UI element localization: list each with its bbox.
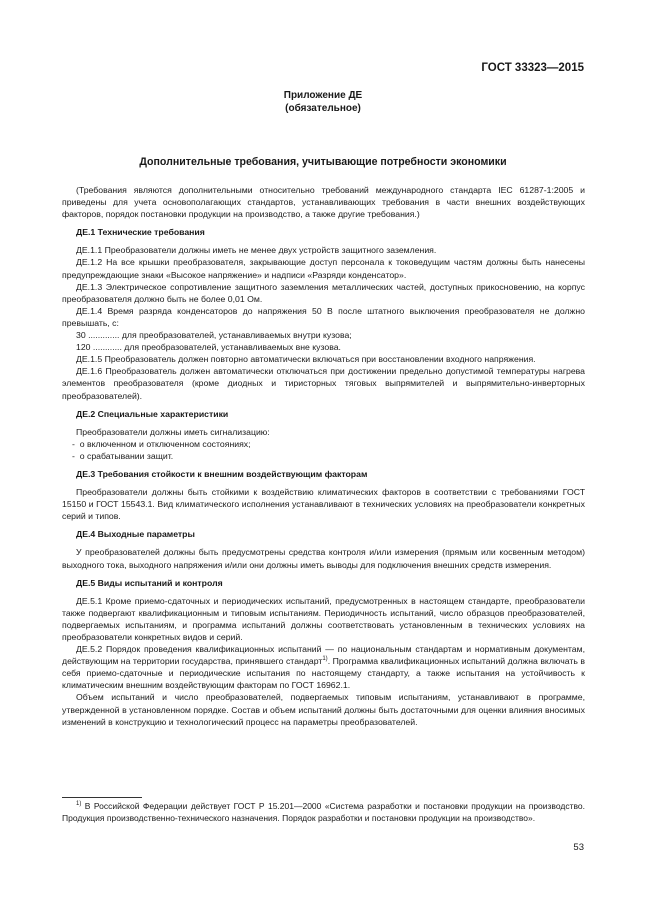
footnote-mark: 1) xyxy=(76,801,82,808)
paragraph-de4: У преобразователей должны быть предусмотрены средства контроля и/или измерения (прямым или косвенным методом) выходного тока, выходного напряжения и/или они должны иметь выводы для подключения внешних средств измерения. xyxy=(62,547,585,570)
paragraph-text: . Программа квалификационных испытаний должна включать в себя приемо-сдаточные и периодические испытания по настоящему стандарту, а также испытания на устойчивость к климатическим внешним воздействующим факторам по ГОСТ 16962.1. xyxy=(62,656,585,691)
paragraph-de1-2: ДЕ.1.2 На все крышки преобразователя, закрывающие доступ персонала к токоведущим частям должны быть нанесены предупреждающие знаки «Высокое напряжение» и надписи «Разряди конденсатор». xyxy=(62,257,585,280)
footnote xyxy=(62,800,585,824)
appendix-heading xyxy=(0,90,646,115)
list-item-text: о включенном и отключенном состояниях; xyxy=(79,438,251,449)
appendix-status: (обязательное) xyxy=(285,102,361,114)
document-body xyxy=(62,184,585,728)
paragraph-de1-4: ДЕ.1.4 Время разряда конденсаторов до напряжения 50 В после штатного выключения преобразователя не должно превышать, с: xyxy=(62,305,585,328)
discharge-list-item: 120 ............ для преобразователей, устанавливаемых вне кузова. xyxy=(76,342,341,353)
footnote-reference: 1) xyxy=(322,656,328,663)
discharge-list-item: 30 ............. для преобразователей, устанавливаемых внутри кузова; xyxy=(76,330,352,341)
section-heading-de4: ДЕ.4 Выходные параметры xyxy=(76,529,195,540)
page-title: Дополнительные требования, учитывающие потребности экономики xyxy=(139,156,507,168)
paragraph-de5-3: Объем испытаний и число преобразователей, подвергаемых типовым испытаниям, устанавливают в программе, утвержденной в установленном порядке. Состав и объем испытаний должны быть достаточными для оценки влияния вносимых изменений в конструкцию и технологический процесс на параметры преобразователей. xyxy=(62,692,585,727)
footnote-text: В Российской Федерации действует ГОСТ Р 15.201—2000 «Система разработки и постановки продукции на производство. Продукция производственно-технического назначения. Порядок разработки и постановки продукции на производство». xyxy=(62,801,585,823)
section-heading-de5: ДЕ.5 Виды испытаний и контроля xyxy=(76,577,223,588)
paragraph-de1-3: ДЕ.1.3 Электрическое сопротивление защитного заземления металлических частей, доступных прикосновению, на корпус преобразователя должно быть не более 0,01 Ом. xyxy=(62,281,585,304)
paragraph-de5-2 xyxy=(62,643,585,691)
appendix-title: Приложение ДЕ xyxy=(283,90,363,101)
paragraph-de3: Преобразователи должны быть стойкими к воздействию климатических факторов в соответствии с требованиями ГОСТ 15150 и ГОСТ 15543.1. Вид климатического исполнения устанавливают в технических условиях на преобразователи конкретных серий и типов. xyxy=(62,487,585,522)
page-number: 53 xyxy=(573,842,584,853)
section-heading-de3: ДЕ.3 Требования стойкости к внешним воздействующим факторам xyxy=(76,468,368,479)
intro-paragraph: (Требования являются дополнительными относительно требований международного стандарта IEC 61287-1:2005 и приведены для учета основополагающих стандартов, устанавливающих требования в части внешних воздействующих факторов, порядок постановки продукции на производство, а также другие требования.) xyxy=(62,185,585,220)
list-item-text: о срабатывании защит. xyxy=(79,450,174,461)
list-item: - о срабатывании защит. xyxy=(72,450,174,461)
footnote-separator xyxy=(62,797,142,798)
section-heading-de2: ДЕ.2 Специальные характеристики xyxy=(76,408,229,419)
section-heading-de1: ДЕ.1 Технические требования xyxy=(76,227,205,238)
paragraph-text: ДЕ.5.2 Порядок проведения квалификационных испытаний — по национальным стандартам и нормативным документам, действующим на территории государства, принявшего стандарт xyxy=(62,644,585,667)
paragraph-de2: Преобразователи должны иметь сигнализацию: xyxy=(76,426,270,437)
paragraph-de1-6: ДЕ.1.6 Преобразователь должен автоматически отключаться при достижении предельно допустимой температуры нагрева элементов преобразователя (кроме диодных и тиристорных тяговых выпрямителей и выпрямительно-инверторных преобразователей). xyxy=(62,366,585,401)
list-item: - о включенном и отключенном состояниях; xyxy=(72,438,251,449)
paragraph-de5-1: ДЕ.5.1 Кроме приемо-сдаточных и периодических испытаний, предусмотренных в настоящем стандарте, преобразователи также подвергают квалификационным и типовым испытаниям. Периодичность испытаний, число образцов преобразователей, подвергаемых испытаниям, и программа испытаний должны соответствовать установленным в технических условиях на преобразователи конкретных видов и серий. xyxy=(62,595,585,642)
paragraph-de1-5: ДЕ.1.5 Преобразователь должен повторно автоматически включаться при восстановлении входного напряжения. xyxy=(76,354,536,365)
standard-designation: ГОСТ 33323—2015 xyxy=(481,62,584,74)
paragraph-de1-1: ДЕ.1.1 Преобразователи должны иметь не менее двух устройств защитного заземления. xyxy=(76,245,437,256)
